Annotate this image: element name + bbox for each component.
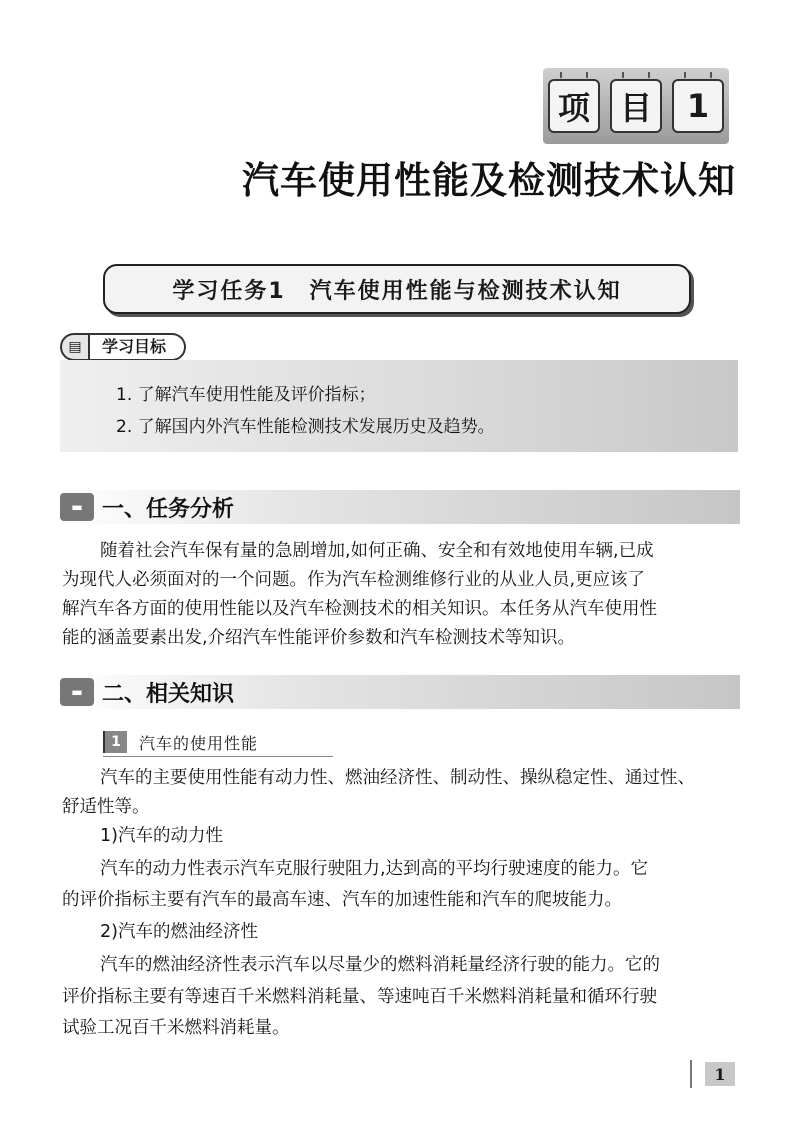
project-char: 项 <box>548 79 600 133</box>
paragraph-line: 评价指标主要有等速百千米燃料消耗量、等速吨百千米燃料消耗量和循环行驶 <box>62 987 657 1007</box>
page-rule <box>690 1060 692 1088</box>
subsection-label <box>103 731 258 753</box>
task-title: 学习任务1 汽车使用性能与检测技术认知 <box>103 264 691 314</box>
page-number: 1 <box>705 1062 735 1086</box>
paragraph-line: 随着社会汽车保有量的急剧增加,如何正确、安全和有效地使用车辆,已成 <box>100 541 654 561</box>
paragraph-line: 舒适性等。 <box>62 797 150 817</box>
goal-item: 1. 了解汽车使用性能及评价指标； <box>116 385 376 405</box>
paragraph-heading: 2)汽车的燃油经济性 <box>100 922 258 942</box>
paragraph-line: 能的涵盖要素出发,介绍汽车性能评价参数和汽车检测技术等知识。 <box>62 628 576 648</box>
project-badge <box>543 68 729 144</box>
paragraph-line: 汽车的主要使用性能有动力性、燃油经济性、制动性、操纵稳定性、通过性、 <box>100 768 695 788</box>
goal-item: 2. 了解国内外汽车性能检测技术发展历史及趋势。 <box>116 417 495 437</box>
paragraph-line: 解汽车各方面的使用性能以及汽车检测技术的相关知识。本任务从汽车使用性 <box>62 599 657 619</box>
project-char: 目 <box>610 79 662 133</box>
goal-label: 学习目标 <box>90 333 186 361</box>
paragraph-line: 试验工况百千米燃料消耗量。 <box>62 1018 290 1038</box>
paragraph-line: 汽车的动力性表示汽车克服行驶阻力,达到高的平均行驶速度的能力。它 <box>100 859 649 879</box>
subsection-title: 汽车的使用性能 <box>139 733 259 753</box>
paragraph-line: 的评价指标主要有汽车的最高车速、汽车的加速性能和汽车的爬坡能力。 <box>62 890 622 910</box>
book-icon: ▤ <box>60 333 90 361</box>
section-title: 一、任务分析 <box>102 496 235 522</box>
subsection-number: 1 <box>103 731 127 753</box>
paragraph-line: 汽车的燃油经济性表示汽车以尽量少的燃料消耗量经济行驶的能力。它的 <box>100 955 660 975</box>
goals-panel <box>60 360 738 452</box>
goal-tag <box>60 333 212 361</box>
car-icon: ▬ <box>60 678 94 706</box>
car-icon: ▬ <box>60 493 94 521</box>
paragraph-line: 为现代人必须面对的一个问题。作为汽车检测维修行业的从业人员,更应该了 <box>62 570 646 590</box>
project-number: 1 <box>672 79 724 133</box>
divider <box>103 756 333 757</box>
section-title: 二、相关知识 <box>102 681 235 707</box>
page-title: 汽车使用性能及检测技术认知 <box>242 159 736 202</box>
paragraph-heading: 1)汽车的动力性 <box>100 826 223 846</box>
section-heading <box>60 675 740 709</box>
section-heading <box>60 490 740 524</box>
